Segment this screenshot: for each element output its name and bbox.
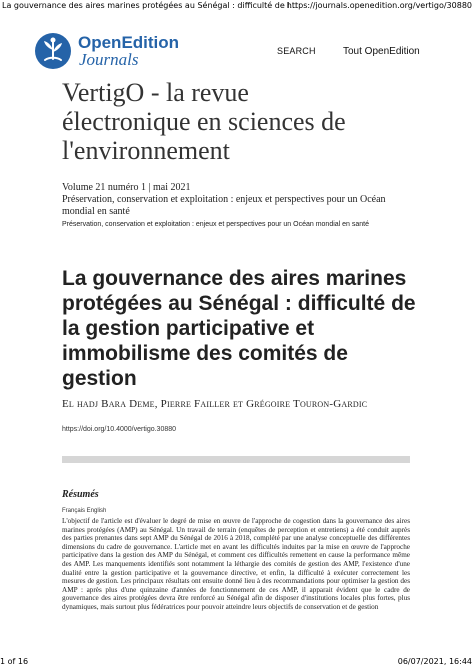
page-counter: 1 of 16 <box>0 657 29 666</box>
article-title: La gouvernance des aires marines protégées au Sénégal : difficulté de la gestion participative et immobilisme des comités de gestion <box>62 267 416 390</box>
print-header <box>0 0 474 12</box>
page-url: https://journals.openedition.org/vertigo/30880 <box>286 1 472 10</box>
dossier-breadcrumb[interactable]: Préservation, conservation et exploitation : enjeux et perspectives pour un Océan mondial en santé <box>62 221 370 228</box>
openedition-logo[interactable] <box>34 32 179 72</box>
dossier-title[interactable]: Préservation, conservation et exploitation : enjeux et perspectives pour un Océan mondial en santé <box>62 194 386 217</box>
logo-wordmark: OpenEdition <box>78 33 180 52</box>
issue-meta <box>62 182 402 230</box>
article-authors[interactable]: El hadj Bara Deme, Pierre Failler et Grégoire Touron-Gardic <box>62 398 368 410</box>
issue-info[interactable]: Volume 21 numéro 1 | mai 2021 <box>62 182 191 193</box>
openedition-logo-icon <box>34 32 72 70</box>
journal-title[interactable]: VertigO - la revue électronique en sciences de l'environnement <box>62 78 346 165</box>
page-title: La gouvernance des aires marines protégées au Sénégal : difficulté de l... <box>2 1 298 10</box>
abstract-language-links[interactable]: Français English <box>62 508 107 514</box>
abstracts-heading: Résumés <box>62 489 99 500</box>
print-timestamp: 06/07/2021, 16:44 <box>397 657 472 666</box>
search-link[interactable]: SEARCH <box>277 46 316 56</box>
doi-link[interactable]: https://doi.org/10.4000/vertigo.30880 <box>62 426 177 433</box>
logo-subtitle: Journals <box>79 50 139 69</box>
abstract-text: L'objectif de l'article est d'évaluer le degré de mise en œuvre de l'approche de cogestion dans la gouvernance des aires marines protégées (AMP) au Sénégal. Un travail de terrain (enquêtes de perception et entretiens) a été conduit auprès des parties prenantes dans sept AMP du Sénégal de 2016 à 2018, complété par une analyse conceptuelle des différentes dimensions du cadre de gouvernance. L'article met en avant les difficultés induites par la mise en œuvre de l'approche participative dans la gestion des AMP du Sénégal, et comment ces difficultés remettent en cause la performance même des AMP. Les manquements identifiés sont notamment la léthargie des comités de gestion des AMP, l'existence d'une dualité entre la gestion participative et la gouvernance directive, et enfin, la difficulté à exécuter correctement les mesures de gestion. Les principaux résultats ont ensuite donné lieu à des recommandations pour optimiser la gestion des AMP : après plus d'une quinzaine d'années de fonctionnement de ces AMP, il apparait évident que le cadre de gouvernance des aires protégées devra être renforcé au Sénégal afin de disposer d'institutions locales plus fortes, plus dynamiques, mais surtout plus fédératrices pour pouvoir atteindre leurs objectifs de conservation et de gestion <box>62 517 410 611</box>
section-divider <box>62 456 410 463</box>
tout-openedition-link[interactable]: Tout OpenEdition <box>343 46 420 57</box>
